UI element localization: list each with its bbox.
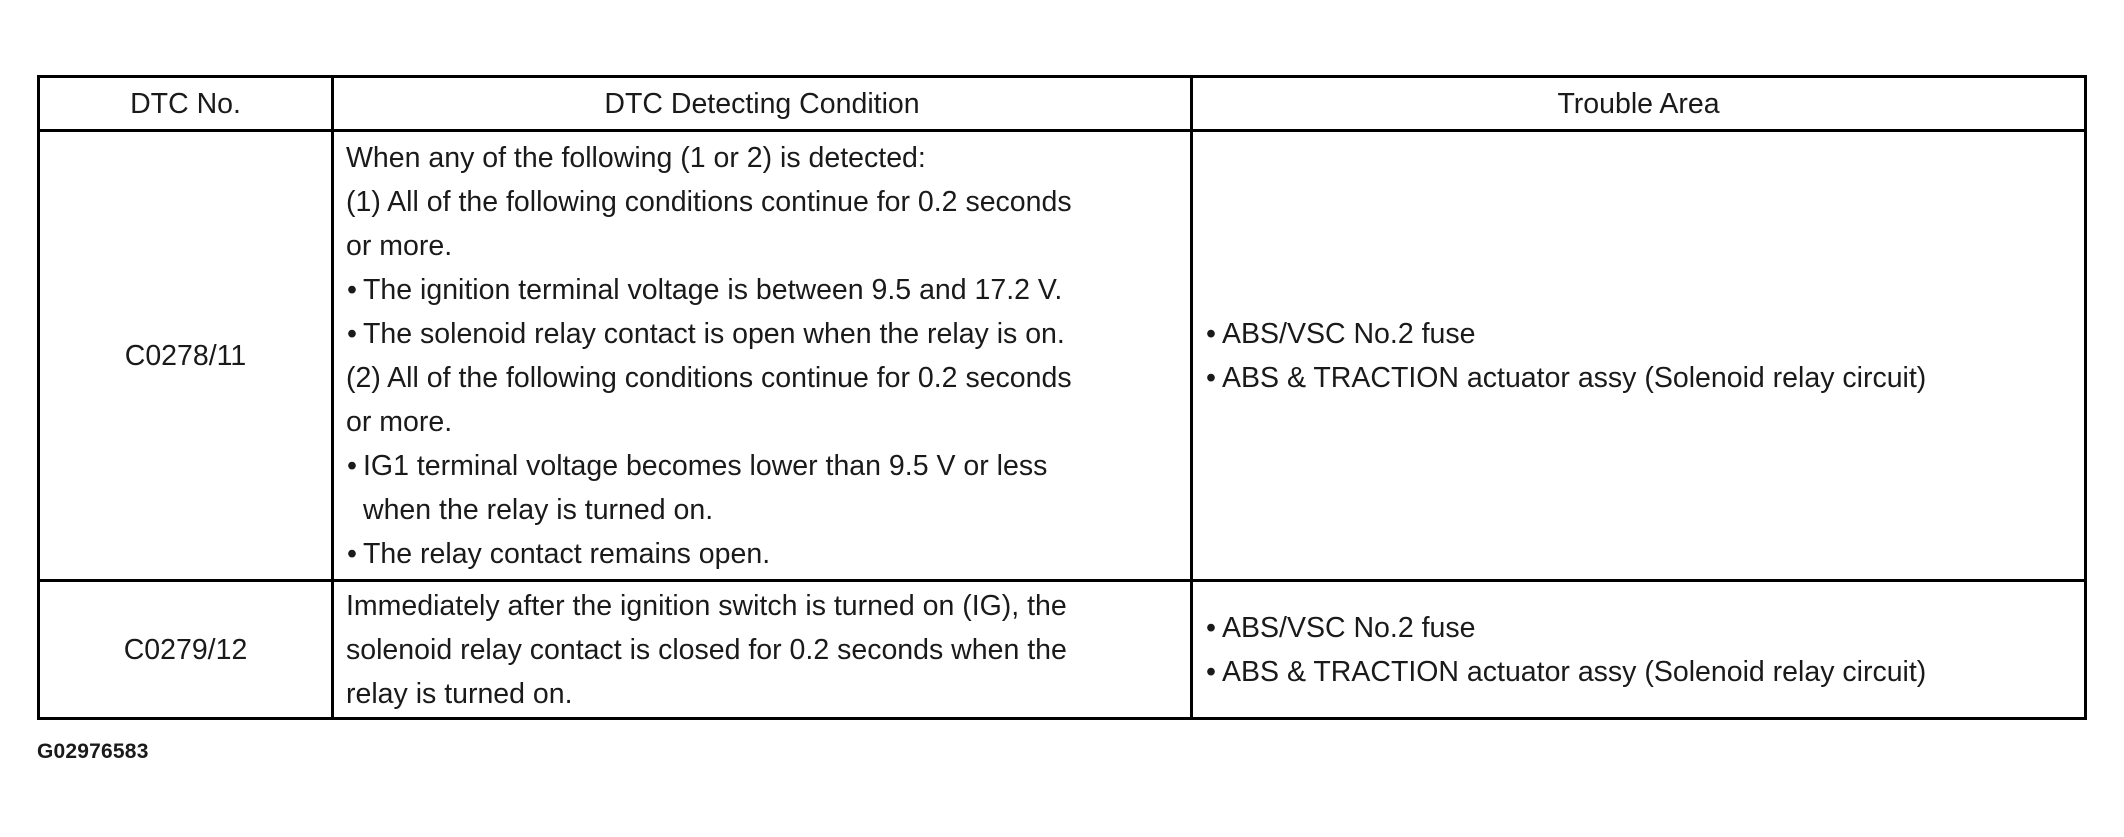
condition-bullet-text: The relay contact remains open.	[363, 537, 771, 570]
bullet-icon: •	[1206, 361, 1216, 394]
bullet-icon: •	[347, 537, 357, 570]
header-dtc-no: DTC No.	[39, 77, 333, 131]
bullet-icon: •	[347, 317, 357, 350]
trouble-area-text: ABS/VSC No.2 fuse	[1222, 317, 1476, 350]
bullet-icon: •	[1206, 317, 1216, 350]
condition-bullet-text: The ignition terminal voltage is between 9.5 and 17.2 V.	[363, 273, 1063, 306]
bullet-icon: •	[347, 449, 357, 482]
condition-text: (2) All of the following conditions continue for 0.2 seconds	[346, 361, 1072, 394]
trouble-area-item	[1205, 312, 2072, 356]
trouble-area-item	[1205, 356, 2072, 400]
condition-bullet-continuation: when the relay is turned on.	[363, 493, 714, 526]
table-row	[39, 131, 2086, 581]
dtc-number-cell: C0278/11	[39, 131, 333, 581]
trouble-area-text: ABS & TRACTION actuator assy (Solenoid relay circuit)	[1222, 361, 1927, 394]
condition-bullet-text: The solenoid relay contact is open when the relay is on.	[363, 317, 1065, 350]
table-row	[39, 581, 2086, 719]
figure-id: G02976583	[37, 740, 149, 763]
trouble-area-item	[1205, 650, 2072, 694]
bullet-icon: •	[1206, 611, 1216, 644]
trouble-area-text: ABS/VSC No.2 fuse	[1222, 611, 1476, 644]
table-header-row	[39, 77, 2086, 131]
bullet-icon: •	[347, 273, 357, 306]
header-detecting-condition: DTC Detecting Condition	[333, 77, 1192, 131]
condition-text: relay is turned on.	[346, 677, 573, 710]
condition-bullet-item	[346, 268, 1178, 312]
trouble-area-cell	[1192, 581, 2086, 719]
condition-text: Immediately after the ignition switch is turned on (IG), the	[346, 589, 1067, 622]
trouble-area-text: ABS & TRACTION actuator assy (Solenoid relay circuit)	[1222, 655, 1927, 688]
condition-text: solenoid relay contact is closed for 0.2 seconds when the	[346, 633, 1067, 666]
condition-bullet-item	[346, 444, 1178, 488]
trouble-area-cell	[1192, 131, 2086, 581]
condition-text: or more.	[346, 405, 453, 438]
condition-bullet-text: IG1 terminal voltage becomes lower than 9.5 V or less	[363, 449, 1048, 482]
condition-text: (1) All of the following conditions continue for 0.2 seconds	[346, 185, 1072, 218]
detecting-condition-cell	[333, 581, 1192, 719]
trouble-area-item	[1205, 606, 2072, 650]
detecting-condition-cell	[333, 131, 1192, 581]
condition-text: When any of the following (1 or 2) is detected:	[346, 141, 926, 174]
header-trouble-area: Trouble Area	[1192, 77, 2086, 131]
condition-bullet-item	[346, 312, 1178, 356]
dtc-number-cell: C0279/12	[39, 581, 333, 719]
condition-bullet-item	[346, 532, 1178, 576]
condition-text: or more.	[346, 229, 453, 262]
bullet-icon: •	[1206, 655, 1216, 688]
dtc-table	[37, 75, 2087, 720]
